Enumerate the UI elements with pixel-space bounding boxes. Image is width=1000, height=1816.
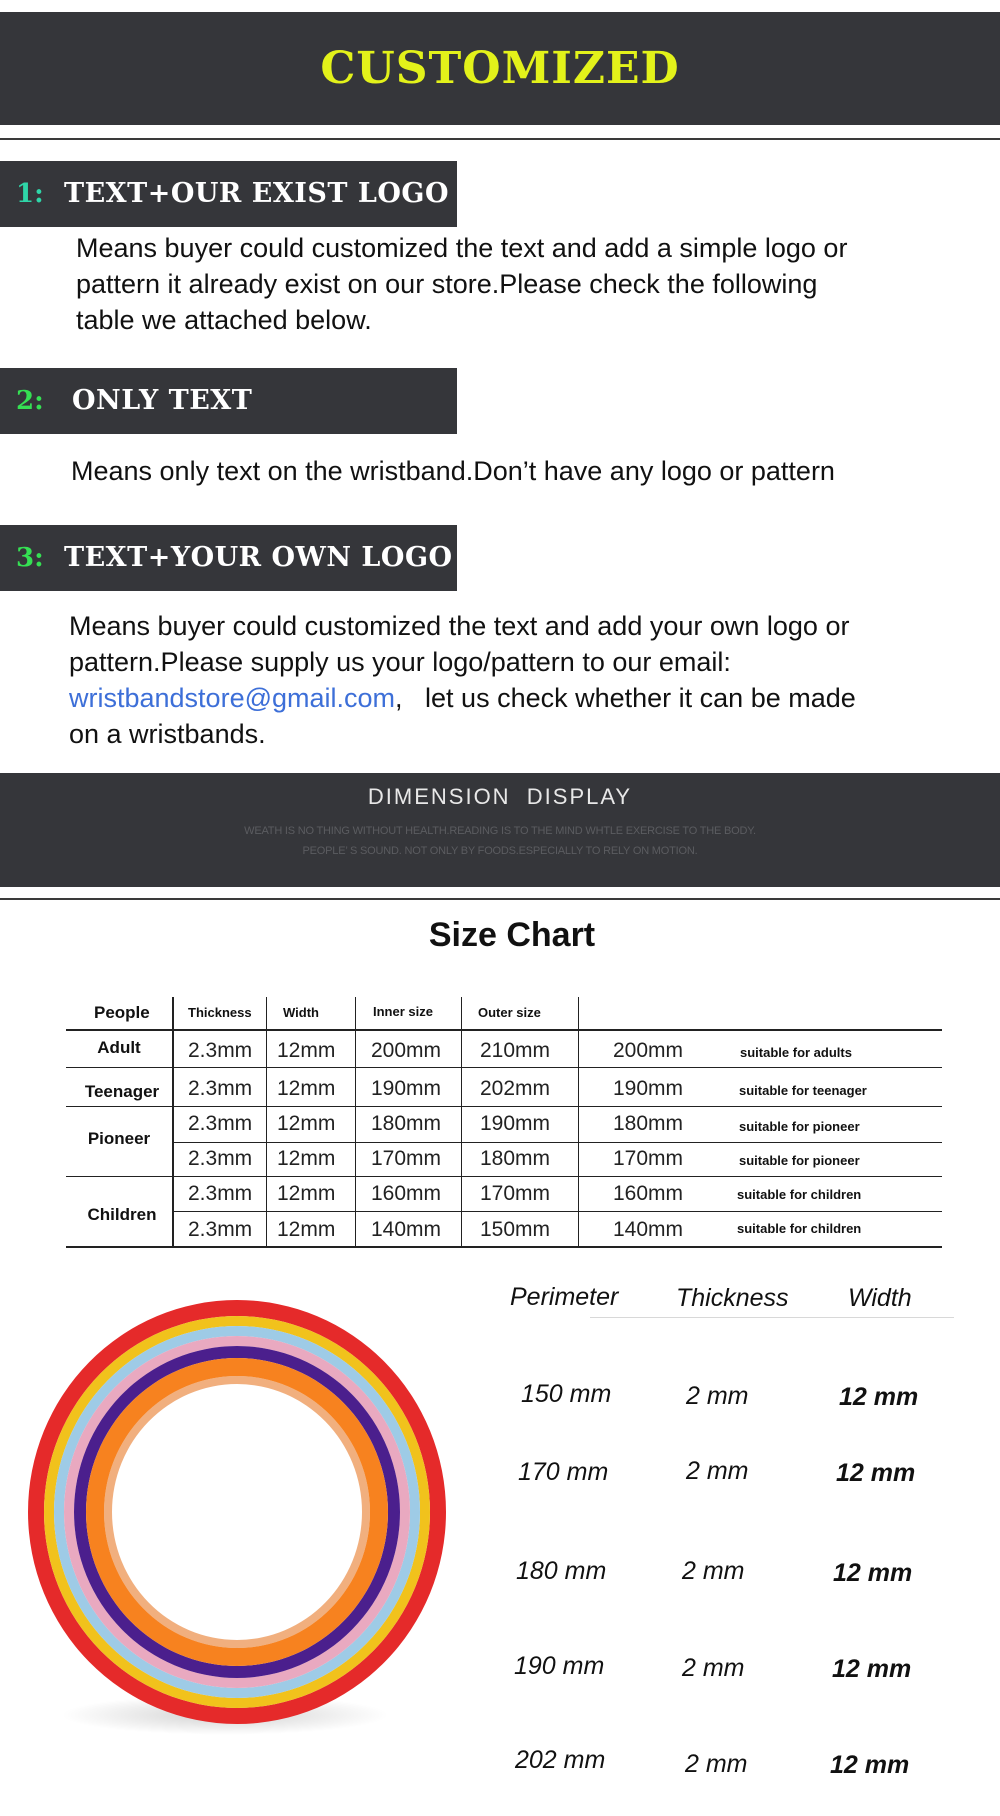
spec-header-underline [590, 1317, 954, 1318]
size-chart-title: Size Chart [428, 916, 596, 954]
cell-note: suitable for teenager [739, 1083, 867, 1098]
section-2-bar [0, 368, 457, 434]
spec-header-thickness: Thickness [676, 1284, 789, 1312]
table-line [172, 1211, 942, 1212]
cell-inner: 160mm [371, 1182, 442, 1205]
divider [0, 898, 1000, 900]
cell-inner: 140mm [371, 1218, 442, 1241]
desc-line: pattern it already exist on our store.Please check the following [76, 269, 818, 299]
dimension-subtitle: PEOPLE’ S SOUND. NOT ONLY BY FOODS.ESPECIALLY TO RELY ON MOTION. [302, 845, 698, 857]
header-inner-size: Inner size [373, 1004, 433, 1019]
cell-inner: 200mm [371, 1039, 442, 1062]
cell-note: suitable for children [737, 1221, 862, 1236]
section-1-number: 1: [16, 179, 44, 209]
spec-perimeter: 202 mm [515, 1746, 606, 1774]
cell-outer: 210mm [480, 1039, 551, 1062]
spec-width: 12 mm [839, 1383, 919, 1411]
table-line [66, 1029, 942, 1031]
table-line [66, 1106, 942, 1107]
desc-line: Means buyer could customized the text and add your own logo or [69, 611, 850, 641]
cell-outer: 180mm [480, 1147, 551, 1170]
dimension-subtitle: WEATH IS NO THING WITHOUT HEALTH.READING IS TO THE MIND WHTLE EXERCISE TO THE BODY. [244, 825, 756, 837]
section-1-label: TEXT+OUR EXIST LOGO [64, 178, 449, 209]
cell-size: 160mm [613, 1182, 684, 1205]
cell-size: 180mm [613, 1112, 684, 1135]
cell-thickness: 2.3mm [188, 1218, 253, 1241]
cell-outer: 202mm [480, 1077, 551, 1100]
cell-thickness: 2.3mm [188, 1147, 253, 1170]
cell-inner: 170mm [371, 1147, 442, 1170]
section-3-number: 3: [16, 543, 44, 573]
group-children: Children [87, 1205, 157, 1224]
divider [0, 138, 1000, 140]
spec-thickness: 2 mm [686, 1382, 749, 1410]
spec-width: 12 mm [832, 1655, 912, 1683]
cell-thickness: 2.3mm [188, 1039, 253, 1062]
desc-line: pattern.Please supply us your logo/pattern to our email: [69, 647, 731, 677]
spec-thickness: 2 mm [682, 1654, 745, 1682]
desc-line [69, 680, 856, 716]
cell-size: 140mm [613, 1218, 684, 1241]
section-1-description [76, 230, 847, 338]
spec-perimeter: 180 mm [516, 1557, 607, 1585]
spec-thickness: 2 mm [682, 1557, 745, 1585]
spec-header-width: Width [848, 1284, 912, 1312]
email-link[interactable]: wristbandstore@gmail.com [69, 683, 396, 713]
cell-note: suitable for children [737, 1187, 862, 1202]
ring-orange-inner [104, 1376, 370, 1648]
desc-line: Means only text on the wristband.Don’t have any logo or pattern [71, 456, 835, 486]
section-3-description [69, 608, 856, 752]
desc-line: Means buyer could customized the text and add a simple logo or [76, 233, 848, 263]
table-line [355, 997, 356, 1247]
cell-thickness: 2.3mm [188, 1077, 253, 1100]
cell-note: suitable for pioneer [739, 1153, 860, 1168]
spec-width: 12 mm [836, 1459, 916, 1487]
spec-width: 12 mm [830, 1751, 910, 1779]
cell-size: 170mm [613, 1147, 684, 1170]
cell-inner: 180mm [371, 1112, 442, 1135]
header-people: People [94, 1003, 150, 1022]
desc-line: table we attached below. [76, 305, 372, 335]
cell-width: 12mm [277, 1218, 336, 1241]
section-3-label: TEXT+YOUR OWN LOGO [64, 542, 453, 573]
header-width: Width [283, 1005, 319, 1020]
spec-perimeter: 150 mm [521, 1380, 612, 1408]
cell-inner: 190mm [371, 1077, 442, 1100]
section-2-number: 2: [16, 386, 44, 416]
desc-text: , let us check whether it can be made [395, 683, 856, 713]
section-2-label: ONLY TEXT [72, 385, 253, 416]
cell-size: 200mm [613, 1039, 684, 1062]
cell-thickness: 2.3mm [188, 1182, 253, 1205]
table-line [66, 1176, 942, 1177]
cell-note: suitable for adults [740, 1045, 852, 1060]
table-line [461, 997, 462, 1247]
section-1-bar [0, 161, 457, 227]
table-line [266, 997, 267, 1247]
cell-width: 12mm [277, 1182, 336, 1205]
spec-header-perimeter: Perimeter [510, 1283, 619, 1311]
section-3-bar [0, 525, 457, 591]
desc-line: on a wristbands. [69, 719, 266, 749]
cell-size: 190mm [613, 1077, 684, 1100]
spec-thickness: 2 mm [685, 1750, 748, 1778]
cell-outer: 190mm [480, 1112, 551, 1135]
table-line [66, 1246, 942, 1248]
table-line [172, 1142, 942, 1143]
header-thickness: Thickness [188, 1005, 252, 1020]
spec-thickness: 2 mm [686, 1457, 749, 1485]
table-line [66, 1067, 942, 1068]
spec-width: 12 mm [833, 1559, 913, 1587]
cell-width: 12mm [277, 1147, 336, 1170]
spec-perimeter: 170 mm [518, 1458, 609, 1486]
group-adult: Adult [97, 1038, 141, 1057]
section-2-description [71, 453, 835, 489]
cell-note: suitable for pioneer [739, 1119, 860, 1134]
header-outer-size: Outer size [478, 1005, 541, 1020]
spec-perimeter: 190 mm [514, 1652, 605, 1680]
cell-outer: 170mm [480, 1182, 551, 1205]
group-pioneer: Pioneer [87, 1129, 151, 1148]
table-line [578, 997, 579, 1247]
cell-outer: 150mm [480, 1218, 551, 1241]
dimension-title: DIMENSION DISPLAY [367, 784, 633, 809]
cell-width: 12mm [277, 1077, 336, 1100]
cell-width: 12mm [277, 1112, 336, 1135]
cell-width: 12mm [277, 1039, 336, 1062]
cell-thickness: 2.3mm [188, 1112, 253, 1135]
page-title: CUSTOMIZED [320, 43, 680, 94]
group-teenager: Teenager [84, 1082, 160, 1101]
